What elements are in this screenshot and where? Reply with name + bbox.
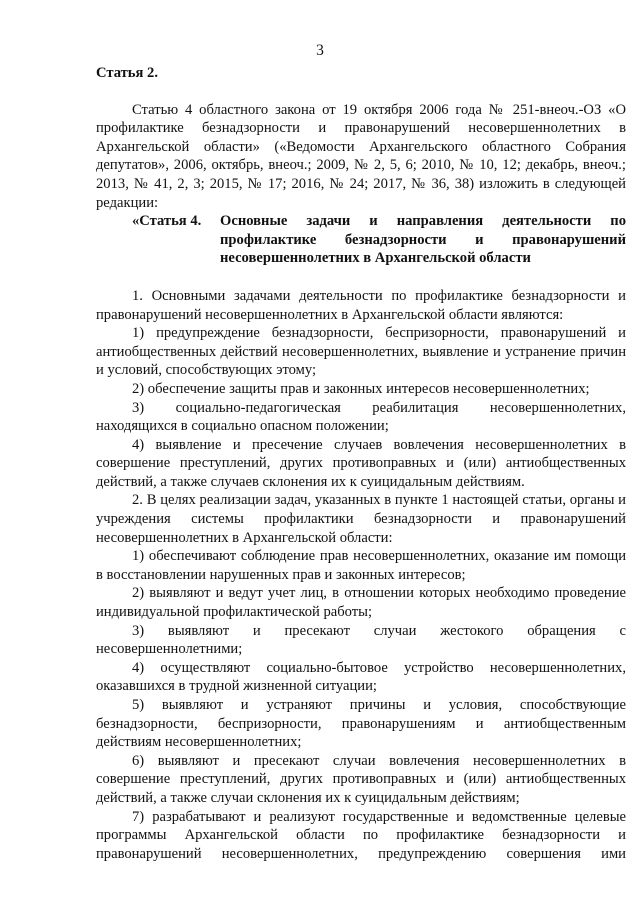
section2-item: 6) выявляют и пресекают случаи вовлечения несовершеннолетних в совершение преступлений, других противоправных и (или) антиобщественных действий, а также случаи склонения их к суицидальным действиям; — [96, 752, 626, 806]
section1-item: 2) обеспечение защиты прав и законных интересов несовершеннолетних; — [132, 380, 590, 397]
section1-item: 1) предупреждение безнадзорности, беспризорности, правонарушений и антиобщественных действий несовершеннолетних, выявление и устранение причин и условий, способствующих этому; — [96, 325, 626, 379]
quoted-article-title: Основные задачи и направления деятельности по профилактике безнадзорности и правонарушений несовершеннолетних в Архангельской области — [220, 213, 626, 267]
section1-intro: 1. Основными задачами деятельности по профилактике безнадзорности и правонарушений несовершеннолетних в Архангельской области являются: — [96, 287, 626, 323]
section2-item: 5) выявляют и устраняют причины и условия, способствующие безнадзорности, беспризорности, правонарушениям и антиобщественным действиям несовершеннолетних; — [96, 697, 626, 751]
section1-item: 3) социально-педагогическая реабилитация несовершеннолетних, находящихся в социально опасном положении; — [96, 399, 626, 435]
section2-item: 3) выявляют и пресекают случаи жестокого обращения с несовершеннолетними; — [96, 622, 626, 658]
section1-item: 4) выявление и пресечение случаев вовлечения несовершеннолетних в совершение преступлений, других противоправных и (или) антиобщественных действий, а также случаев склонения их к суицидальным действиям. — [96, 436, 626, 490]
article-intro-paragraph: Статью 4 областного закона от 19 октября 2006 года № 251-внеоч.-ОЗ «О профилактике безнадзорности и правонарушений несовершеннолетних в Архангельской области» («Ведомости Архангельского областного Собрания депутатов», 2006, октябрь, внеоч.; 2009, № 2, 5, 6; 2010, № 10, 12; декабрь, внеоч.; 2013, № 41, 2, 3; 2015, № 17; 2016, № 24; 2017, № 36, 38) изложить в следующей редакции: — [96, 101, 626, 211]
section2-item: 7) разрабатывают и реализуют государственные и ведомственные целевые программы Архангельской области по профилактике безнадзорности и правонарушений несовершеннолетних, предупреждению совершения ими — [96, 808, 626, 862]
section2-item: 2) выявляют и ведут учет лиц, в отношении которых необходимо проведение индивидуальной профилактической работы; — [96, 585, 626, 621]
quoted-article-label: «Статья 4. — [132, 213, 202, 230]
article-heading: Статья 2. — [96, 65, 158, 81]
quoted-article-heading — [132, 212, 626, 268]
page-number: 3 — [316, 42, 324, 59]
document-body — [96, 64, 626, 863]
section2-intro: 2. В целях реализации задач, указанных в пункте 1 настоящей статьи, органы и учреждения системы профилактики безнадзорности и правонарушений несовершеннолетних в Архангельской области: — [96, 492, 626, 546]
section2-item: 1) обеспечивают соблюдение прав несовершеннолетних, оказание им помощи в восстановлении нарушенных прав и законных интересов; — [96, 548, 626, 583]
section2-item: 4) осуществляют социально-бытовое устройство несовершеннолетних, оказавшихся в трудной жизненной ситуации; — [96, 659, 626, 695]
